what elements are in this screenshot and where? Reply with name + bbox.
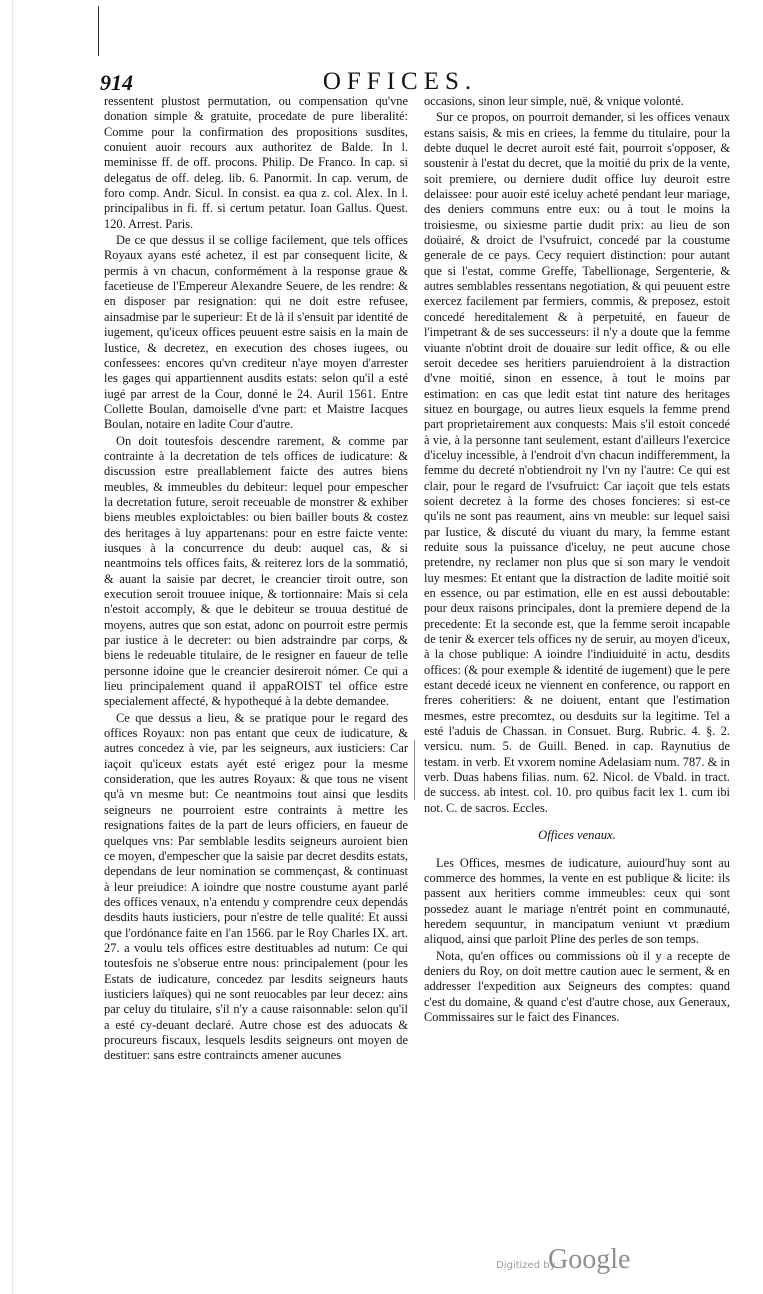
section-heading: Offices venaux. (538, 828, 616, 843)
right-column (424, 94, 730, 1025)
paragraph: occasions, sinon leur simple, nuë, & vnique volonté. (424, 94, 684, 108)
paragraph: De ce que dessus il se collige facilement, que tels offices Royaux ayans esté achetez, il est par consequent licite, & permis à vn chacun, conformément à la response graue & facetieuse de l'Empereur Alexandre Seuere, de les rendre: & en disposer par resignation: qui ne doit estre refusee, ainsadmise par le superieur: Et de là il s'ensuit par identité de iugement, qu'iceux offices peuuent estre saisis en la main de Iustice, & decretez, en execution des choses iugees, ou confessees: encores qu'vn crediteur n'aye moyen d'arrester les gages qui appartiennent ausdits estats: selon qu'il a esté iugé par arrest de la Cour, donné le 24. Auril 1561. Entre Collette Boulan, damoiselle d'vne part: et Maistre Iacques Boulan, notaire en ladite Cour d'autre. (104, 233, 408, 432)
left-column (104, 94, 408, 1064)
column-rule (414, 740, 415, 800)
gutter-mark (94, 6, 104, 56)
running-title: OFFICES. (322, 68, 478, 95)
paragraph: On doit toutesfois descendre rarement, & comme par contrainte à la decretation de tels offices de iudicature: & discussion estre preallablement faicte des autres biens meubles, & immeubles du debiteur: lequel pour empescher la decretation future, seroit receuable de monstrer & exhiber biens meubles exploictables: ou bien bailler bouts & costez des heritages à luy appartenans: pour en estre faicte vente: iusques à la concurrence du deub: auquel cas, & si neantmoins tels offices faits, & reiterez lors de la sommatió, & auant la saisie par decret, le creancier tiroit outre, son execution seroit trouuee inique, & tortionnaire: Mais si cela n'estoit accomply, & que le debiteur se trouua destitué de moyens, autres que son estat, adonc on pourroit estre permis par iustice à le decreter: ou bien adstraindre par corps, & biens le redeuable titulaire, de le resigner en faueur de telle personne idoine que le creancier desireroit nómer. Ce qui a lieu principalement quand il appaROIST tel office estre specialement affecté, & hypothequé à la debte demandee. (104, 433, 408, 709)
paragraph: Nota, qu'en offices ou commissions où il y a recepte de deniers du Roy, on doit mettre caution auec le serment, & en addresser l'expedition aux Seigneurs des comptes: quand c'est du domaine, & quand c'est d'autre chose, aux Generaux, Commissaires sur le faict des Finances. (424, 948, 730, 1024)
paragraph: Les Offices, mesmes de iudicature, auiourd'huy sont au commerce des hommes, la vente en est publique & licite: ils passent aux heritiers comme immeubles: ceux qui sont possedez auant le mariage n'entrét point en communauté, heredem sequuntur, in mancipatum veniunt vt prædium aliquod, ainsi que parloit Pline des perles de son temps. (424, 855, 730, 947)
page-edge (0, 0, 13, 1294)
page-number: 914 (100, 70, 133, 95)
paragraph: Sur ce propos, on pourroit demander, si les offices venaux estans saisis, & mis en criees, la femme du titulaire, pour la debte duquel le decret auroit esté fait, pourroit s'opposer, & soustenir à l'estat du decret, que la moitié du prix de la vente, soit premiere, ou derniere dudit office luy deuroit estre delaissee: pour auoir esté iceluy acheté pendant leur mariage, des deniers communs entre eux: ou à tout le moins la troisiesme, ou sixiesme partie dudit prix: au lieu de son doüairé, & droict de l'vsufruict, concedé par la coustume generale de ce pays. Cecy requiert distinction: pour autant que si l'estat, comme Greffe, Tabellionage, Sergenterie, & autres semblables ressentans negotiation, & qui peuuent estre exercez facilement par fermiers, commis, & preposez, estoit concedé hereditalement & à perpetuité, en faueur de l'impetrant & de ses successeurs: il n'y a doute que la femme viuante n'obtint droit de douaire sur ledit office, & ou elle seroit decedee ses heritiers paruiendroient à la distraction d'vne moitié, sinon en essence, à tout le moins par estimation: en cas que ledit estat tint nature des heritages situez en bourgage, ou autres lieux esquels la femme prend part proprietairement aux conquests: Mais s'il estoit concedé à vie, à la personne tant seulement, estant d'ailleurs l'exercice d'iceluy incessible, à l'endroit d'vn chacun indifferemment, la femme du decreté n'obtiendroit ny l'vn ny l'autre: Ce qui est clair, pour le regard de l'vsufruict: Car iaçoit que tels estats soient decretez à la forme des choses foncieres: si est-ce qu'ils ne sont pas reaument, ains vn meuble: sur lequel saisi par Iustice, & discuté du viuant du mary, la femme estant reduite sous la puissance d'iceluy, ne peut aucune chose pretendre, ny reclamer non plus que si son mary le vendoit luy mesmes: Et entant que la distraction de ladite moitié soit en essence, ou par estimation, elle en est aussi deboutable: pour deux raisons principales, dont la premiere depend de la precedente: Et la seconde est, que la femme seroit incapable de tenir & exercer tels offices ny de seruir, au moyen d'iceux, à la chose publique: A ioindre l'indiuiduité in actu, desdits offices: (& pour exemple & identité de iugement) que le pere estant decedé iceux ne viennent en conference, ou rapport en freres coheritiers: & ne doiuent, entant que l'estimation mesmes, estre precomtez, ou desduits sur la legitime. Tel a esté l'aduis de Chassan. in Consuet. Burg. Rubric. 4. §. 2. versicu. num. 5. de Guill. Bened. in cap. Raynutius de testam. in verb. Et vxorem nomine Adelasiam num. 787. & in verb. Duas habens filias. num. 62. Nicol. de Vbald. in tract. de success. ab intest. col. 10. pro quibus facit lex 1. cum ibi not. C. de sacros. Eccles. (424, 110, 730, 815)
paragraph: Ce que dessus a lieu, & se pratique pour le regard des offices Royaux: non pas entant que ceux de iudicature, & autres concedez à vie, par les seigneurs, aux iusticiers: Car iaçoit qu'iceux estats ayét esté erigez pour la mesme consideration, que les autres Royaux: & que tous ne visent qu'à vn mesme but: Ce neantmoins tout ainsi que lesdits seigneurs ne pourroient estre contraints à mettre les resignations faites de la part de leurs officiers, en faueur de quelques vns: Par semblable lesdits seigneurs auroient bien ce moyen, d'empescher que la saisie par decret desdits estats, dependans de leur nomination se commençast, & continuast à leur preiudice: A ioindre que nostre coustume ayant parlé des offices venaux, n'a entendu y comprendre ceux dependás desdits hauts iusticiers, pour n'estre de telle qualité: Et aussi que l'ordónance faite en l'an 1566. par le Roy Charles IX. art. 27. a voulu tels offices estre destituables ad nutum: Ce qui toutesfois ne s'obserue entre nous: principalement (pour les Estats de iudicature, concedez par lesdits seigneurs hauts iusticiers laïques) qui ne sont reuocables par leur decez: ains par celuy du titulaire, s'il n'y a cause raisonnable: selon qu'il a esté cy-deuant declaré. Autre chose est des aduocats & procureurs fiscaux, lesquels lesdits seigneurs ont moyen de destituer: sans estre contraincts amener aucunes (104, 710, 408, 1063)
paragraph: ressentent plustost permutation, ou compensation qu'vne donation simple & gratuite, procedate de pure liberalité: Comme pour la confirmation des propositions susdites, conuient auoir recours aux authoritez de Balde. In l. meminisse ff. de off. procons. Philip. De Franco. In cap. si delegatus de off. deleg. lib. 6. Panormit. In cap. verum, de foro comp. Andr. Sicul. In consist. ea qua z. col. Alex. In l. principalibus in fi. ff. si certum petatur. Ioan Gallus. Quest. 120. Arrest. Paris. (104, 94, 408, 231)
watermark-prefix: Digitized by (496, 1260, 556, 1271)
google-logo: Google (548, 1244, 631, 1275)
digitized-watermark (496, 1244, 631, 1278)
page-header (100, 62, 740, 96)
